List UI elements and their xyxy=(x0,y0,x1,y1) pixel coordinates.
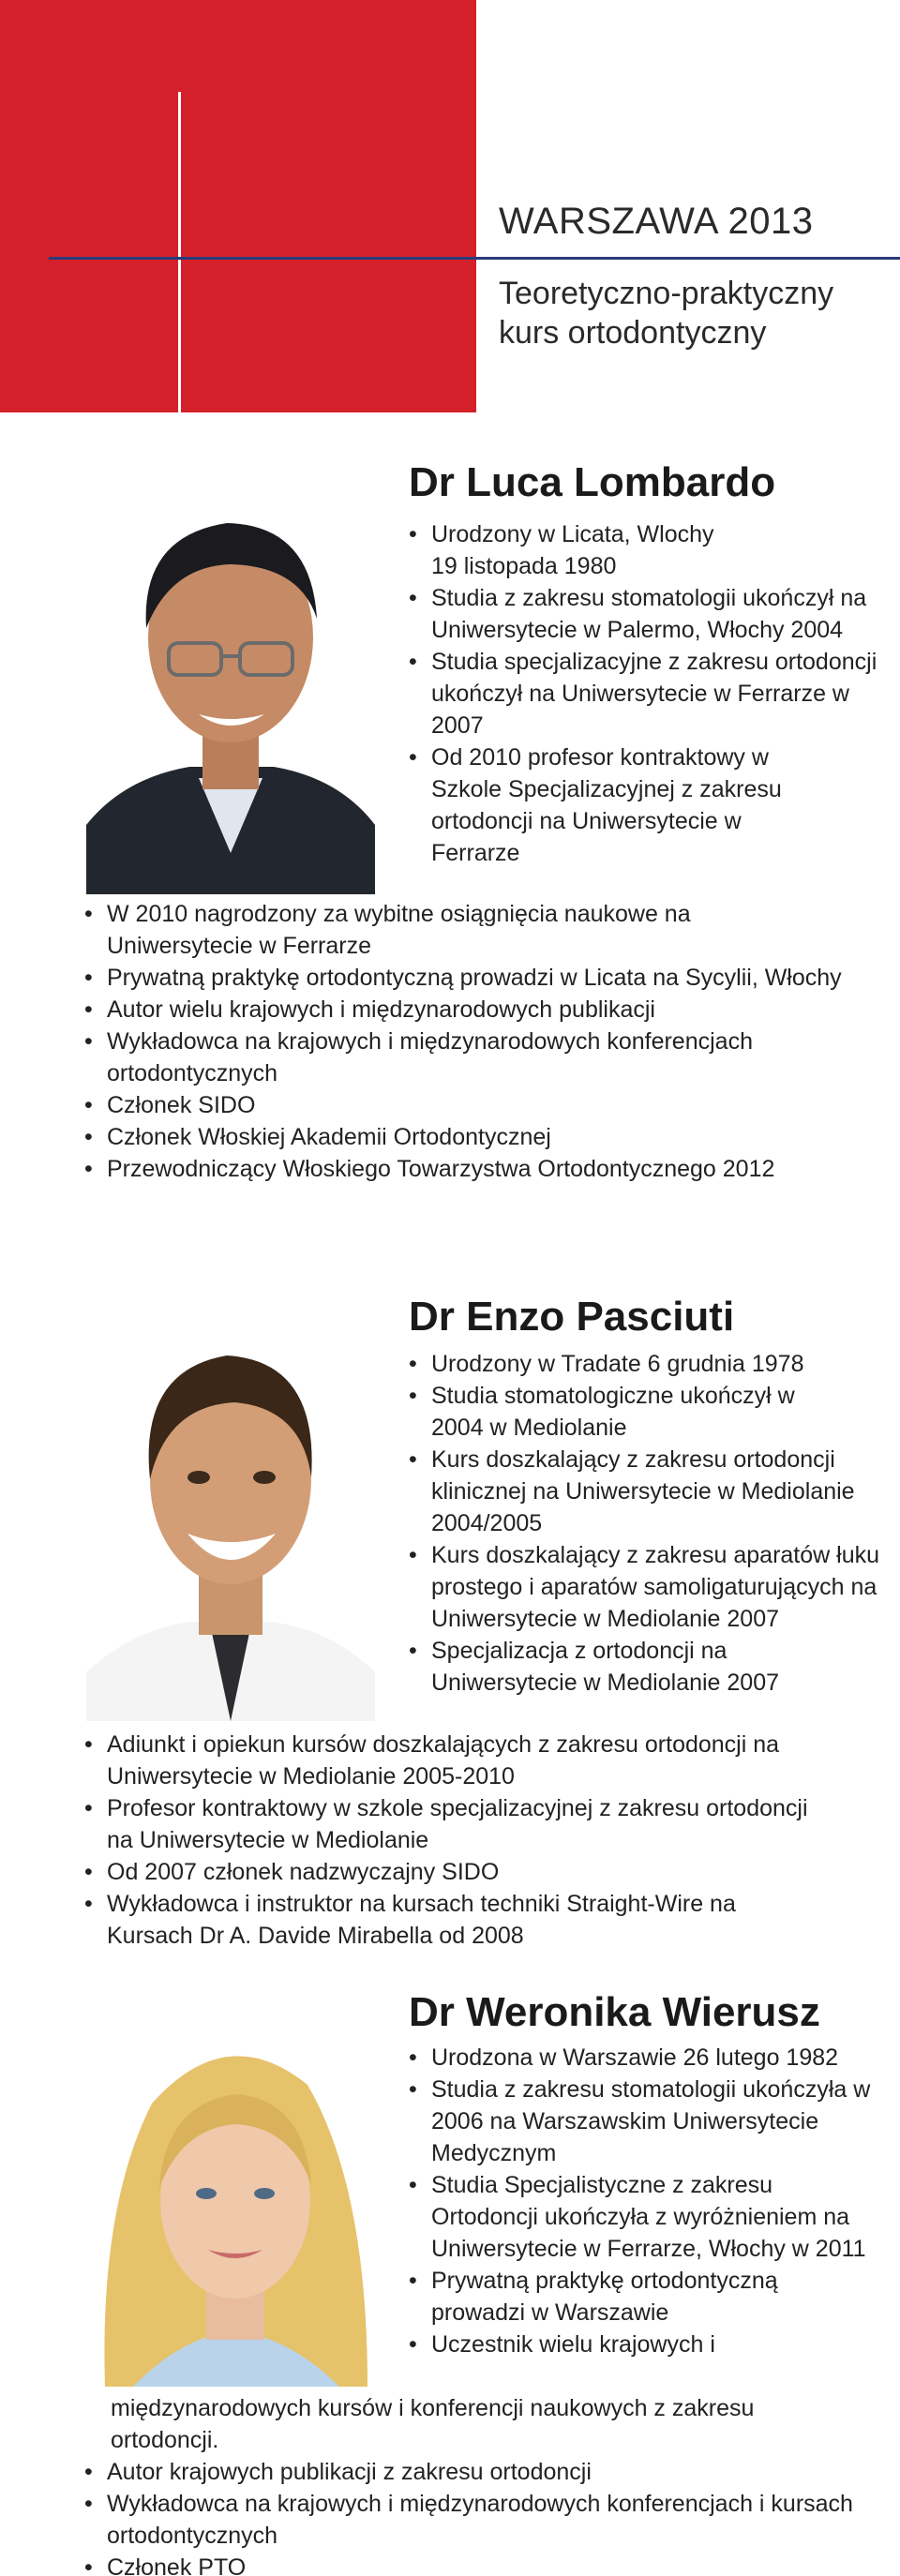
bio-list-right xyxy=(409,2042,900,2360)
bio-item: • Od 2010 profesor kontraktowy w Szkole Specjalizacyjnej z zakresu ortodoncji na Uniwersytecie w Ferrarze xyxy=(409,741,821,869)
bio-item: • Wykładowca na krajowych i międzynarodowych konferencjach i kursach ortodontycznych xyxy=(84,2488,853,2552)
bio-list-right xyxy=(409,518,900,869)
bio-list-full xyxy=(84,1729,891,1952)
bio-item: • Urodzony w Tradate 6 grudnia 1978 xyxy=(409,1348,900,1380)
bio-item: • Autor krajowych publikacji z zakresu ortodoncji xyxy=(84,2456,891,2488)
bio-item: • W 2010 nagrodzony za wybitne osiągnięcia naukowe na Uniwersytecie w Ferrarze xyxy=(84,898,797,962)
bio-item: • Studia specjalizacyjne z zakresu ortodoncji ukończył na Uniwersytecie w Ferrarze w 2007 xyxy=(409,646,878,741)
bio-item: • Członek Włoskiej Akademii Ortodontycznej xyxy=(84,1121,891,1153)
bio-list-full xyxy=(84,2456,891,2576)
bio-item: • Studia z zakresu stomatologii ukończył na Uniwersytecie w Palermo, Włochy 2004 xyxy=(409,582,900,646)
bio-item: • Studia stomatologiczne ukończył w 2004 w Mediolanie xyxy=(409,1380,821,1444)
bio-item: • Członek SIDO xyxy=(84,1089,891,1121)
bio-item: • Adiunkt i opiekun kursów doszkalających z zakresu ortodoncji na Uniwersytecie w Mediolanie 2005-2010 xyxy=(84,1729,891,1792)
bio-list-full xyxy=(84,898,891,1185)
lecturer-name: Dr Enzo Pasciuti xyxy=(409,1294,735,1340)
bio-item: • Kurs doszkalający z zakresu ortodoncji klinicznej na Uniwersytecie w Mediolanie 2004/2005 xyxy=(409,1444,878,1539)
red-color-block xyxy=(0,0,476,412)
bio-item: • Studia z zakresu stomatologii ukończyła w 2006 na Warszawskim Uniwersytecie Medycznym xyxy=(409,2074,878,2169)
bio-item: • Prywatną praktykę ortodontyczną prowadzi w Warszawie xyxy=(409,2265,859,2329)
vertical-divider-line xyxy=(178,92,181,412)
bio-item: • Studia Specjalistyczne z zakresu Ortodoncji ukończyła z wyróżnieniem na Uniwersytecie w Ferrarze, Włochy w 2011 xyxy=(409,2169,868,2265)
bio-item: • Urodzony w Licata, Wlochy 19 listopada 1980 xyxy=(409,518,737,582)
course-title xyxy=(499,274,833,352)
lecturer-photo-wierusz xyxy=(86,2000,382,2387)
bio-item: • Członek PTO xyxy=(84,2552,891,2576)
course-title-line: kurs ortodontyczny xyxy=(499,315,767,351)
lecturer-name: Dr Luca Lombardo xyxy=(409,459,776,505)
bio-item: • Prywatną praktykę ortodontyczną prowadzi w Licata na Sycylii, Włochy xyxy=(84,962,891,994)
header-banner xyxy=(0,0,900,412)
bio-item: • Przewodniczący Włoskiego Towarzystwa Ortodontycznego 2012 xyxy=(84,1153,891,1185)
lecturer-photo-lombardo xyxy=(86,469,375,894)
bio-item: • Urodzona w Warszawie 26 lutego 1982 xyxy=(409,2042,900,2074)
lecturer-photo-pasciuti xyxy=(86,1305,375,1721)
course-title-line: Teoretyczno-praktyczny xyxy=(499,276,834,311)
event-title: WARSZAWA 2013 xyxy=(499,201,814,242)
bio-item: • Od 2007 członek nadzwyczajny SIDO xyxy=(84,1856,891,1888)
bio-item-continuation: międzynarodowych kursów i konferencji naukowych z zakresu ortodoncji. xyxy=(111,2395,755,2453)
bio-item: • Profesor kontraktowy w szkole specjalizacyjnej z zakresu ortodoncji na Uniwersytecie w Mediolanie xyxy=(84,1792,816,1856)
bio-list-right xyxy=(409,1348,900,1699)
bio-item: • Autor wielu krajowych i międzynarodowych publikacji xyxy=(84,994,891,1026)
bio-item: • Specjalizacja z ortodoncji na Uniwersytecie w Mediolanie 2007 xyxy=(409,1635,849,1699)
bio-item: • Wykładowca na krajowych i międzynarodowych konferencjach ortodontycznych xyxy=(84,1026,881,1089)
bio-item: • Uczestnik wielu krajowych i xyxy=(409,2329,900,2360)
horizontal-divider-line xyxy=(49,257,900,260)
bio-item: • Kurs doszkalający z zakresu aparatów łuku prostego i aparatów samoligaturujących na Uniwersytecie w Mediolanie 2007 xyxy=(409,1539,900,1635)
bio-item: • Wykładowca i instruktor na kursach techniki Straight-Wire na Kursach Dr A. Davide Mirabella od 2008 xyxy=(84,1888,816,1952)
lecturer-name: Dr Weronika Wierusz xyxy=(409,1989,820,2035)
